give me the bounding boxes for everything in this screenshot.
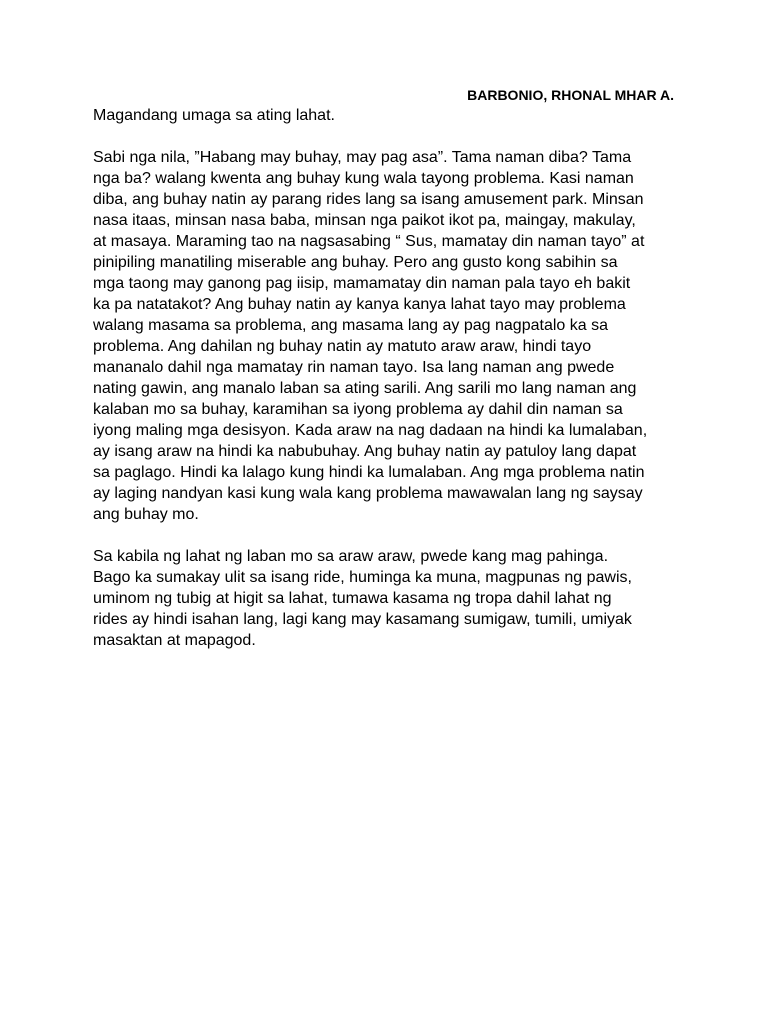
essay-body: [93, 105, 683, 651]
text-line: nga ba? walang kwenta ang buhay kung wala tayong problema. Kasi naman: [93, 170, 634, 187]
text-line: pinipiling manatiling miserable ang buhay. Pero ang gusto kong sabihin sa: [93, 254, 618, 271]
text-line: walang masama sa problema, ang masama lang ay pag nagpatalo ka sa: [93, 317, 608, 334]
author-name: BARBONIO, RHONAL MHAR A.: [467, 87, 674, 103]
text-line: uminom ng tubig at higit sa lahat, tumawa kasama ng tropa dahil lahat ng: [93, 590, 612, 607]
paragraph-1: [93, 147, 683, 525]
text-line: ay isang araw na hindi ka nabubuhay. Ang buhay natin ay patuloy lang dapat: [93, 443, 637, 460]
text-line: nasa itaas, minsan nasa baba, minsan nga paikot ikot pa, maingay, makulay,: [93, 212, 636, 229]
paragraph-2: [93, 546, 683, 651]
greeting-line: [93, 105, 683, 126]
text-line: Magandang umaga sa ating lahat.: [93, 107, 335, 124]
text-line: Sabi nga nila, ”Habang may buhay, may pag asa”. Tama naman diba? Tama: [93, 149, 632, 166]
text-line: at masaya. Maraming tao na nagsasabing “ Sus, mamatay din naman tayo” at: [93, 233, 645, 250]
paragraph-spacer: [93, 525, 683, 546]
text-line: ay laging nandyan kasi kung wala kang problema mawawalan lang ng saysay: [93, 485, 643, 502]
text-line: Sa kabila ng lahat ng laban mo sa araw araw, pwede kang mag pahinga.: [93, 548, 609, 565]
text-line: kalaban mo sa buhay, karamihan sa iyong problema ay dahil din naman sa: [93, 401, 623, 418]
text-line: problema. Ang dahilan ng buhay natin ay matuto araw araw, hindi tayo: [93, 338, 592, 355]
paragraph-spacer: [93, 126, 683, 147]
text-line: iyong maling mga desisyon. Kada araw na nag dadaan na hindi ka lumalaban,: [93, 422, 648, 439]
text-line: sa paglago. Hindi ka lalago kung hindi ka lumalaban. Ang mga problema natin: [93, 464, 645, 481]
text-line: masaktan at mapagod.: [93, 632, 256, 649]
text-line: ka pa natatakot? Ang buhay natin ay kanya kanya lahat tayo may problema: [93, 296, 626, 313]
text-line: nating gawin, ang manalo laban sa ating sarili. Ang sarili mo lang naman ang: [93, 380, 637, 397]
text-line: ang buhay mo.: [93, 506, 199, 523]
text-line: Bago ka sumakay ulit sa isang ride, huminga ka muna, magpunas ng pawis,: [93, 569, 632, 586]
text-line: rides ay hindi isahan lang, lagi kang may kasamang sumigaw, tumili, umiyak: [93, 611, 632, 628]
text-line: mga taong may ganong pag iisip, mamamatay din naman pala tayo eh bakit: [93, 275, 631, 292]
text-line: mananalo dahil nga mamatay rin naman tayo. Isa lang naman ang pwede: [93, 359, 615, 376]
text-line: diba, ang buhay natin ay parang rides lang sa isang amusement park. Minsan: [93, 191, 644, 208]
